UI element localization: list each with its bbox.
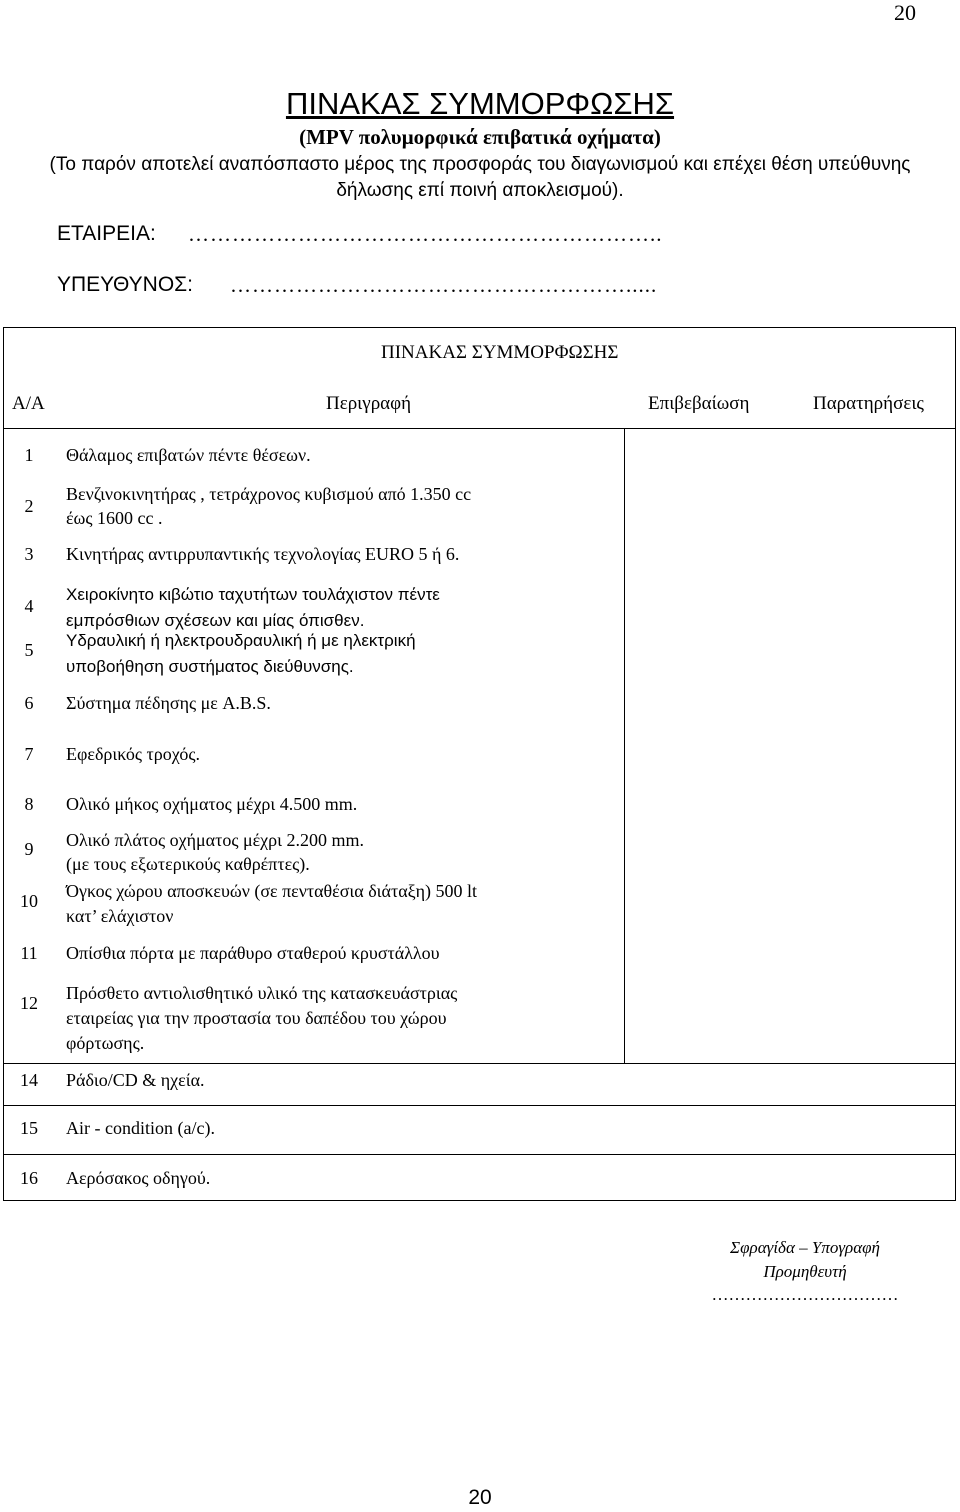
document-title: ΠΙΝΑΚΑΣ ΣΥΜΜΟΡΦΩΣΗΣ xyxy=(285,86,675,121)
row-description: Βενζινοκινητήρας , τετράχρονος κυβισμού από 1.350 cc xyxy=(66,484,472,504)
row-description: κατ’ ελάχιστον xyxy=(66,906,174,926)
document-subtitle: (MPV πολυμορφικά επιβατικά οχήματα) xyxy=(299,125,661,149)
table-header-divider xyxy=(4,428,955,429)
row-number: 6 xyxy=(24,693,34,713)
row-description: Air - condition (a/c). xyxy=(66,1118,215,1138)
header-aa: Α/Α xyxy=(12,393,45,414)
column-divider xyxy=(624,428,625,1063)
row-number: 9 xyxy=(24,839,34,859)
row-number: 16 xyxy=(20,1168,38,1188)
row-description: Χειροκίνητο κιβώτιο ταχυτήτων τουλάχιστον πέντε xyxy=(66,585,440,604)
compliance-table xyxy=(3,327,956,1201)
row-description: Κινητήρας αντιρρυπαντικής τεχνολογίας EURO 5 ή 6. xyxy=(66,544,460,564)
row-description: Ολικό μήκος οχήματος μέχρι 4.500 mm. xyxy=(66,794,358,814)
signature-line: …………………………… xyxy=(711,1285,899,1304)
row-description: Αερόσακος οδηγού. xyxy=(66,1168,211,1188)
header-description: Περιγραφή xyxy=(326,393,412,414)
row-number: 10 xyxy=(20,891,38,911)
row-divider xyxy=(4,1105,955,1106)
row-description: (με τους εξωτερικούς καθρέπτες). xyxy=(66,854,310,874)
row-number: 15 xyxy=(20,1118,38,1138)
row-description: υποβοήθηση συστήματος διεύθυνσης. xyxy=(66,657,354,676)
responsible-value: ………………………………………………..... xyxy=(230,273,658,297)
row-divider xyxy=(4,1063,955,1064)
row-number: 4 xyxy=(24,596,34,616)
row-number: 8 xyxy=(24,794,34,814)
page-number-bottom: 20 xyxy=(468,1486,492,1509)
row-description: Ράδιο/CD & ηχεία. xyxy=(66,1070,205,1090)
row-description: φόρτωσης. xyxy=(66,1033,145,1053)
row-number: 3 xyxy=(24,544,34,564)
row-number: 1 xyxy=(24,445,34,465)
row-description: Όγκος χώρου αποσκευών (σε πενταθέσια διάταξη) 500 lt xyxy=(66,881,478,901)
row-description: Υδραυλική ή ηλεκτρουδραυλική ή με ηλεκτρική xyxy=(66,631,416,650)
document-note: (Το παρόν αποτελεί αναπόσπαστο μέρος της προσφοράς του διαγωνισμού και επέχει θέση υπεύθυνης δήλωσης επί ποινή αποκλεισμού). xyxy=(49,154,911,201)
row-number: 2 xyxy=(24,496,34,516)
page-number-top: 20 xyxy=(894,0,916,25)
row-description: έως 1600 cc . xyxy=(66,508,163,528)
responsible-label: ΥΠΕΥΘΥΝΟΣ: xyxy=(57,273,193,296)
signature-supplier-label: Προμηθευτή xyxy=(763,1262,847,1281)
row-number: 12 xyxy=(20,993,38,1013)
table-caption: ΠΙΝΑΚΑΣ ΣΥΜΜΟΡΦΩΣΗΣ xyxy=(381,342,619,363)
row-description: Οπίσθια πόρτα με παράθυρο σταθερού κρυστάλλου xyxy=(66,943,440,963)
company-value: ……………………………………………………….. xyxy=(188,222,663,246)
row-number: 7 xyxy=(24,744,34,764)
header-confirmation: Επιβεβαίωση xyxy=(648,393,750,414)
company-label: ΕΤΑΙΡΕΙΑ: xyxy=(57,222,156,245)
row-number: 11 xyxy=(20,943,38,963)
row-description: Πρόσθετο αντιολισθητικό υλικό της κατασκευάστριας xyxy=(66,983,458,1003)
row-description: Σύστημα πέδησης με A.B.S. xyxy=(66,693,271,713)
row-divider xyxy=(4,1154,955,1155)
row-number: 5 xyxy=(24,640,34,660)
row-description: Εφεδρικός τροχός. xyxy=(66,744,200,764)
row-description: εταιρείας για την προστασία του δαπέδου του χώρου xyxy=(66,1008,447,1028)
signature-label: Σφραγίδα – Υπογραφή xyxy=(730,1238,880,1257)
row-number: 14 xyxy=(20,1070,38,1090)
row-description: Ολικό πλάτος οχήματος μέχρι 2.200 mm. xyxy=(66,830,365,850)
header-remarks: Παρατηρήσεις xyxy=(813,393,924,414)
row-description: Θάλαμος επιβατών πέντε θέσεων. xyxy=(66,445,311,465)
row-description: εμπρόσθιων σχέσεων και μίας όπισθεν. xyxy=(66,611,365,630)
